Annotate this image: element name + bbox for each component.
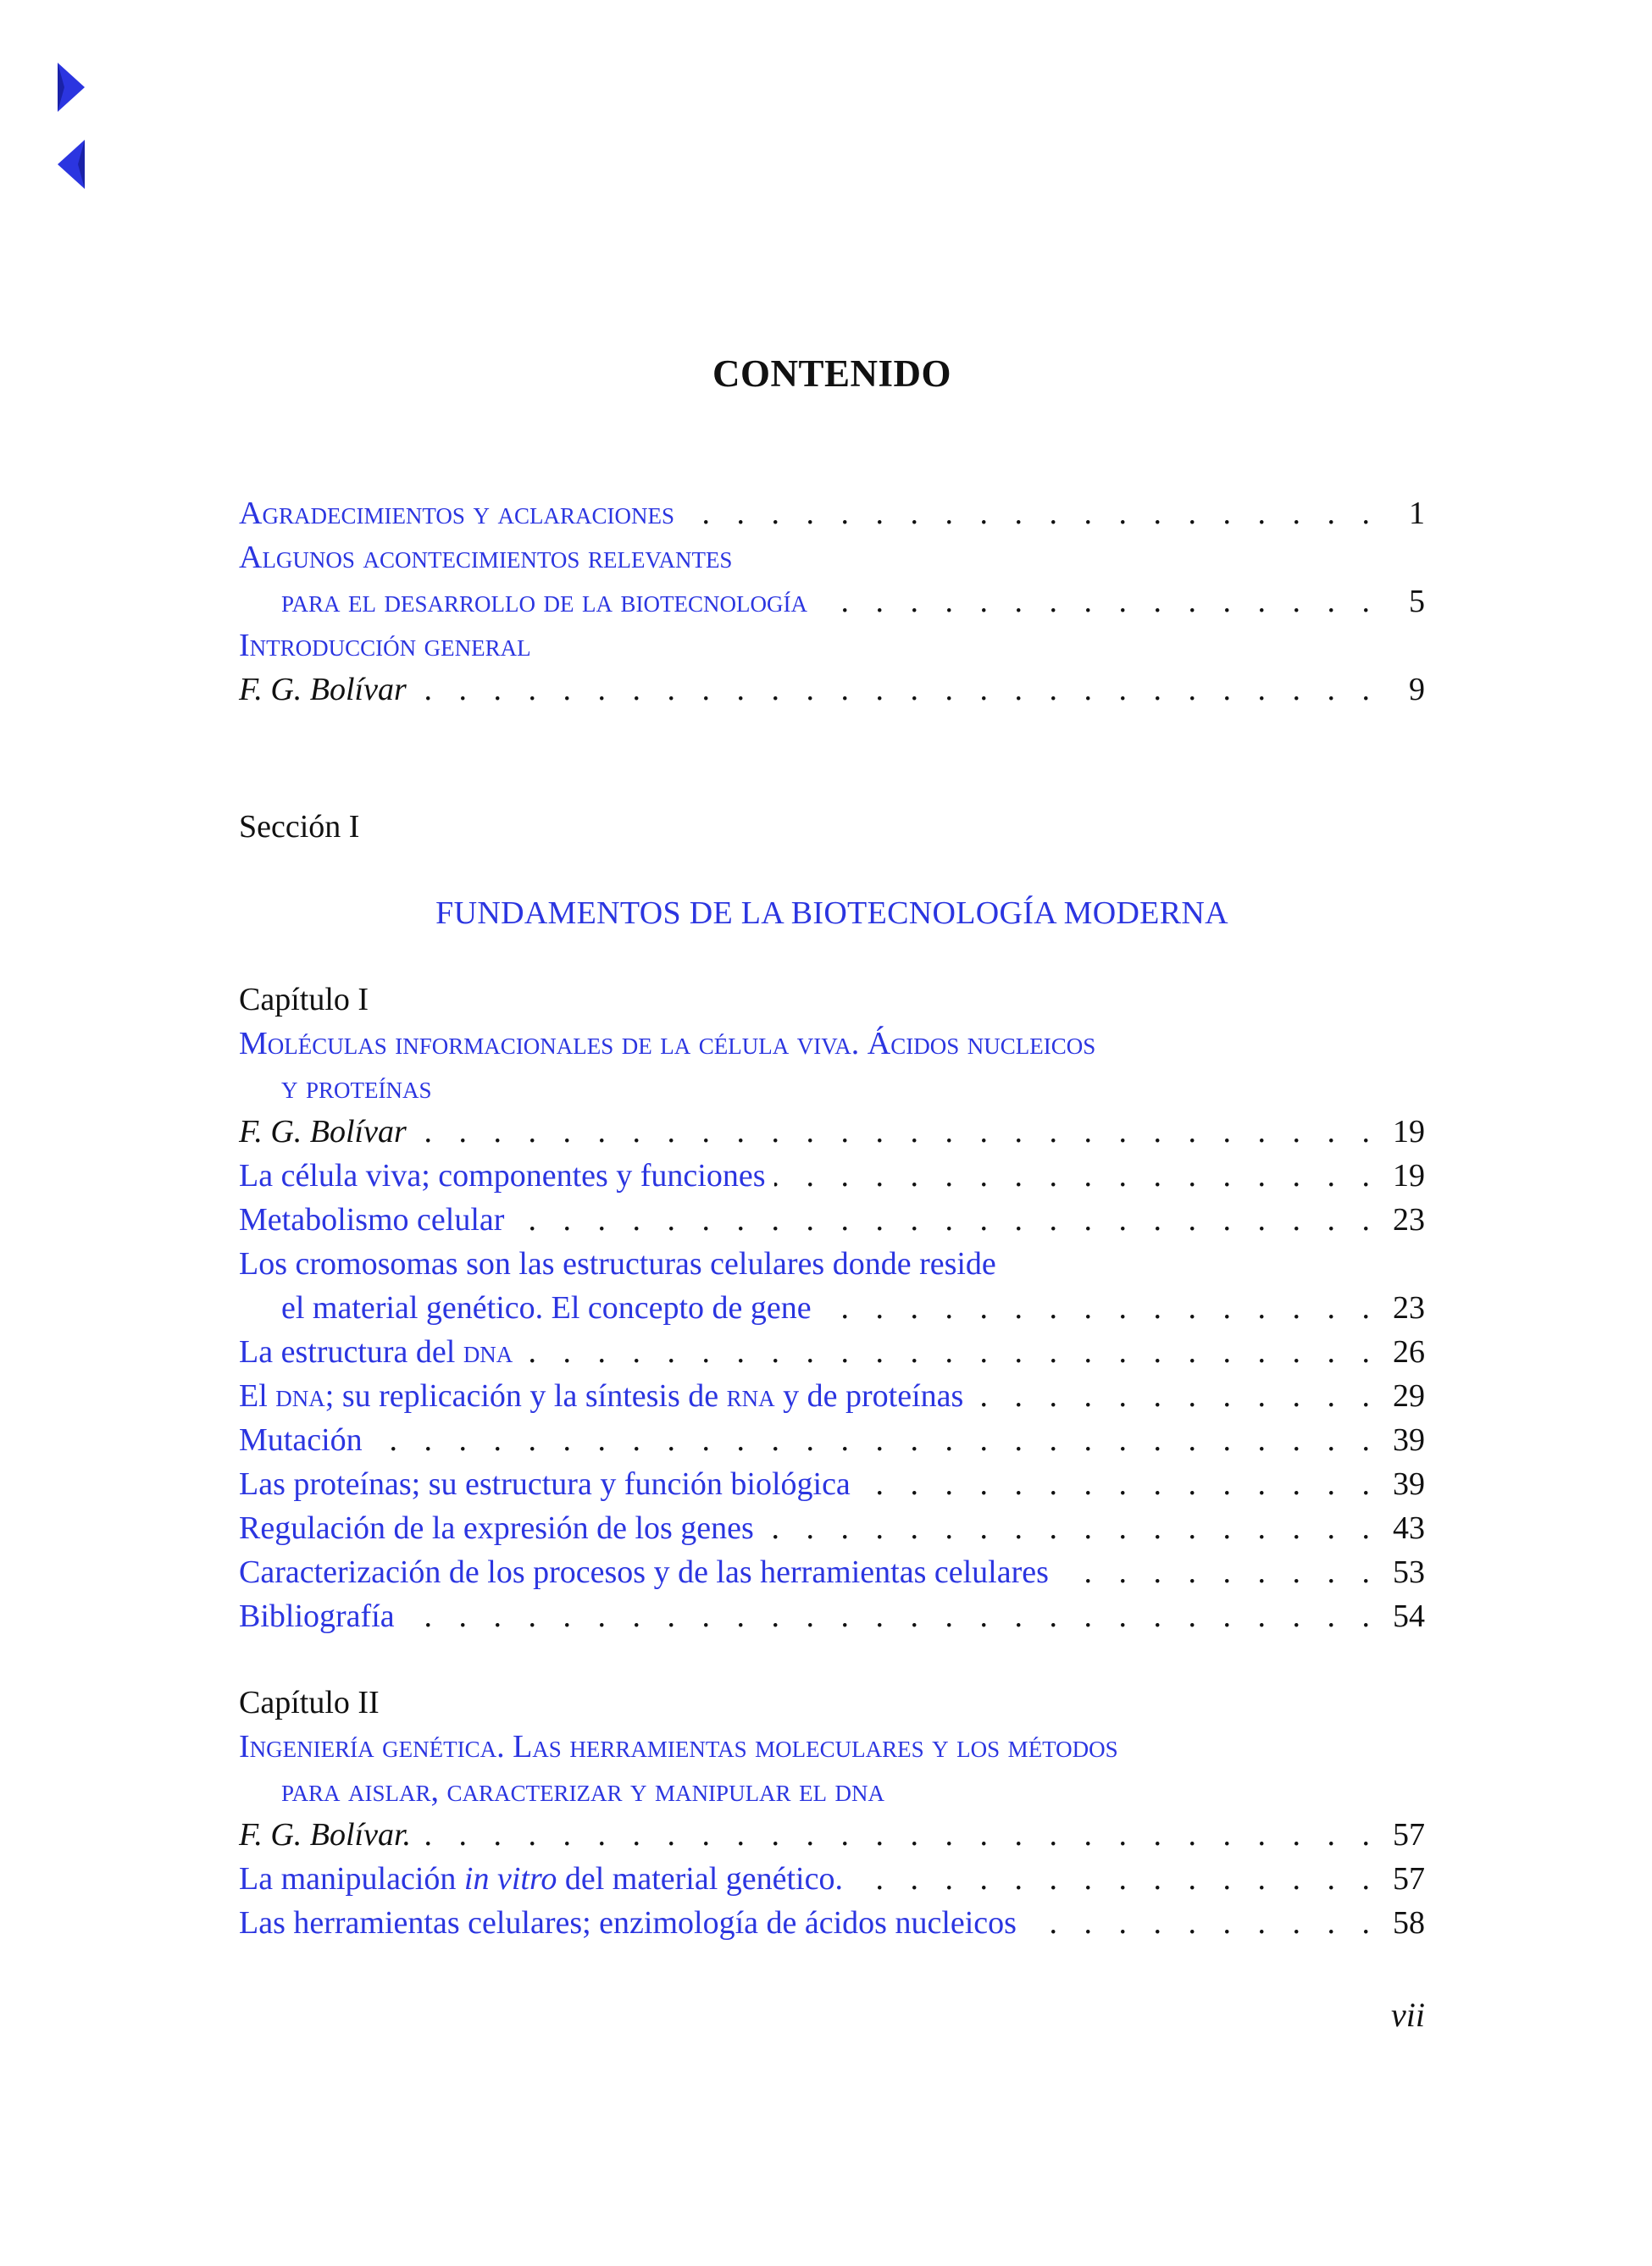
toc-entry-acontecimientos-cont[interactable]: para el desarrollo de la biotecnología . . . 5 bbox=[239, 579, 1425, 623]
table-of-contents bbox=[239, 491, 1425, 1945]
chapter-2-label: Capítulo II bbox=[239, 1685, 380, 1720]
toc-entry[interactable]: Bibliografía . . . 54 bbox=[239, 1594, 1425, 1638]
toc-author-introduccion: F. G. Bolívar . . . 9 bbox=[239, 668, 1425, 712]
toc-entry[interactable]: Las proteínas; su estructura y función biológica . . . 39 bbox=[239, 1462, 1425, 1506]
toc-entry[interactable]: Regulación de la expresión de los genes . . . 43 bbox=[239, 1506, 1425, 1550]
section-title[interactable]: FUNDAMENTOS DE LA BIOTECNOLOGÍA MODERNA bbox=[435, 895, 1228, 931]
section-label: Sección I bbox=[239, 809, 360, 845]
toc-entry-acontecimientos[interactable]: Algunos acontecimientos relevantes bbox=[239, 540, 733, 575]
page-number: vii bbox=[1391, 1996, 1425, 2034]
toc-entry[interactable]: La estructura del dna . . . 26 bbox=[239, 1330, 1425, 1374]
toc-entry[interactable]: Los cromosomas son las estructuras celulares donde reside bbox=[239, 1246, 996, 1282]
chapter-2-author: F. G. Bolívar. . . . 57 bbox=[239, 1813, 1425, 1857]
chapter-1-title-cont[interactable]: y proteínas bbox=[281, 1070, 432, 1105]
toc-entry-introduccion[interactable]: Introducción general bbox=[239, 628, 531, 663]
page-title: CONTENIDO bbox=[712, 352, 952, 395]
chapter-2-title-cont[interactable]: para aislar, caracterizar y manipular el dna bbox=[281, 1773, 885, 1809]
toc-entry[interactable]: Las herramientas celulares; enzimología de ácidos nucleicos . . . 58 bbox=[239, 1901, 1425, 1945]
toc-entry[interactable]: La célula viva; componentes y funciones . . . 19 bbox=[239, 1154, 1425, 1198]
toc-entry[interactable]: Metabolismo celular . . . 23 bbox=[239, 1198, 1425, 1242]
previous-page-button[interactable] bbox=[56, 138, 86, 191]
next-page-button[interactable] bbox=[56, 61, 86, 114]
toc-entry-agradecimientos[interactable]: Agradecimientos y aclaraciones . . . 1 bbox=[239, 491, 1425, 535]
chapter-1-label: Capítulo I bbox=[239, 982, 369, 1017]
triangle-left-icon bbox=[56, 138, 86, 191]
toc-entry-cont[interactable]: el material genético. El concepto de gene . . . 23 bbox=[239, 1286, 1425, 1330]
chapter-1-author: F. G. Bolívar . . . 19 bbox=[239, 1110, 1425, 1154]
chapter-2-title[interactable]: Ingeniería genética. Las herramientas moleculares y los métodos bbox=[239, 1729, 1118, 1765]
triangle-right-icon bbox=[56, 61, 86, 114]
toc-entry[interactable]: Mutación . . . 39 bbox=[239, 1418, 1425, 1462]
chapter-1-title[interactable]: Moléculas informacionales de la célula viva. Ácidos nucleicos bbox=[239, 1026, 1096, 1061]
toc-entry[interactable]: El dna; su replicación y la síntesis de rna y de proteínas . . . 29 bbox=[239, 1374, 1425, 1418]
toc-entry[interactable]: Caracterización de los procesos y de las herramientas celulares . . . 53 bbox=[239, 1550, 1425, 1594]
toc-entry[interactable]: La manipulación in vitro del material genético. . . . 57 bbox=[239, 1857, 1425, 1901]
